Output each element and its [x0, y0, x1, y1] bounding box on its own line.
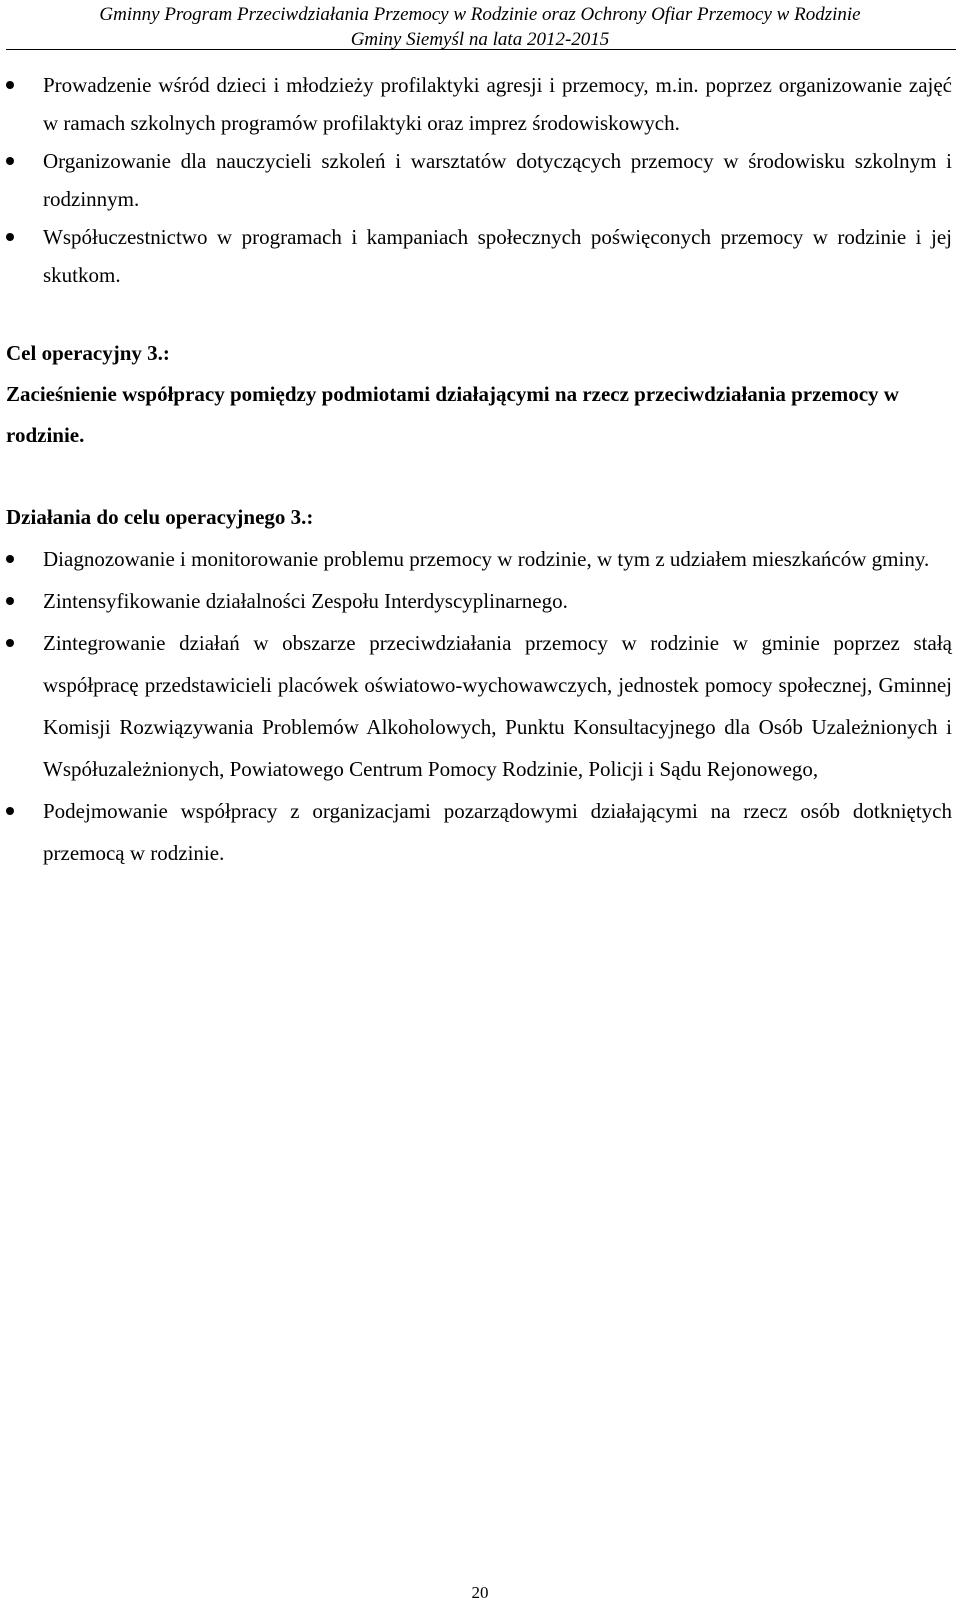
bullet-icon — [6, 81, 14, 89]
list-item-text: Współuczestnictwo w programach i kampaniach społecznych poświęconych przemocy w rodzinie i jej skutkom. — [43, 225, 952, 287]
list-item-text: Organizowanie dla nauczycieli szkoleń i warsztatów dotyczących przemocy w środowisku szkolnym i rodzinnym. — [43, 149, 952, 211]
list-item-text: Zintensyfikowanie działalności Zespołu Interdyscyplinarnego. — [43, 589, 568, 613]
goal-label: Cel operacyjny 3.: — [6, 341, 170, 365]
list-item — [0, 790, 960, 874]
list-item — [0, 142, 960, 218]
list-item-text: Podejmowanie współpracy z organizacjami pozarządowymi działającymi na rzecz osób dotkniętych przemocą w rodzinie. — [43, 799, 952, 865]
running-header — [0, 2, 960, 52]
actions-heading: Działania do celu operacyjnego 3.: — [6, 505, 314, 529]
list-item — [0, 538, 960, 580]
header-divider — [6, 49, 956, 50]
list-item — [0, 622, 960, 790]
activities-list — [0, 66, 960, 294]
list-item — [0, 66, 960, 142]
actions-list — [0, 538, 960, 874]
bullet-icon — [6, 157, 14, 165]
header-title-line-2: Gminy Siemyśl na lata 2012-2015 — [350, 29, 610, 50]
list-item-text: Diagnozowanie i monitorowanie problemu przemocy w rodzinie, w tym z udziałem mieszkańców gminy. — [43, 547, 930, 571]
list-item — [0, 580, 960, 622]
bullet-icon — [6, 597, 14, 605]
goal-text: Zacieśnienie współpracy pomiędzy podmiotami działającymi na rzecz przeciwdziałania przemocy w rodzinie. — [6, 382, 899, 447]
list-item-text: Zintegrowanie działań w obszarze przeciwdziałania przemocy w rodzinie w gminie poprzez stałą współpracę przedstawicieli placówek oświatowo-wychowawczych, jednostek pomocy społecznej, Gminnej Komisji Rozwiązywania Problemów Alkoholowych, Punktu Konsultacyjnego dla Osób Uzależnionych i Współuzależnionych, Powiatowego Centrum Pomocy Rodzinie, Policji i Sądu Rejonowego, — [43, 631, 952, 781]
bullet-icon — [6, 555, 14, 563]
list-item — [0, 218, 960, 294]
page-body — [0, 66, 960, 874]
bullet-icon — [6, 807, 14, 815]
header-title-line-1: Gminny Program Przeciwdziałania Przemocy w Rodzinie oraz Ochrony Ofiar Przemocy w Rodzinie — [99, 4, 861, 25]
bullet-icon — [6, 639, 14, 647]
page-number: 20 — [471, 1583, 489, 1602]
bullet-icon — [6, 233, 14, 241]
list-item-text: Prowadzenie wśród dzieci i młodzieży profilaktyki agresji i przemocy, m.in. poprzez organizowanie zajęć w ramach szkolnych programów profilaktyki oraz imprez środowiskowych. — [43, 73, 952, 135]
